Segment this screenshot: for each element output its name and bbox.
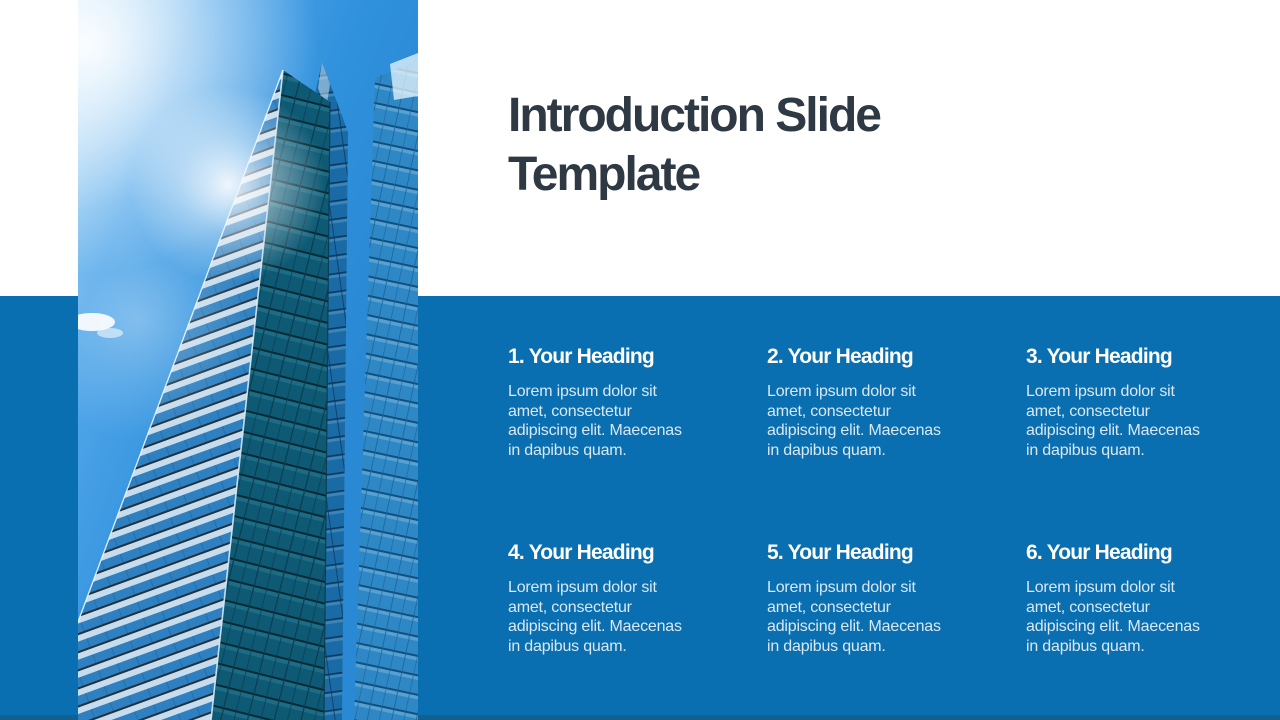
content-item-heading: 1. Your Heading bbox=[508, 345, 654, 368]
content-item-body: Lorem ipsum dolor sit amet, consectetur adipiscing elit. Maecenas in dapibus quam. bbox=[1026, 383, 1200, 459]
content-grid bbox=[508, 344, 1232, 656]
content-item-body: Lorem ipsum dolor sit amet, consectetur adipiscing elit. Maecenas in dapibus quam. bbox=[1026, 579, 1200, 655]
content-item-heading: 4. Your Heading bbox=[508, 541, 654, 564]
content-item-2 bbox=[767, 344, 973, 460]
content-item-1 bbox=[508, 344, 714, 460]
content-item-heading: 6. Your Heading bbox=[1026, 541, 1172, 564]
content-item-6 bbox=[1026, 540, 1232, 656]
skyscraper-illustration bbox=[78, 0, 418, 720]
content-item-3 bbox=[1026, 344, 1232, 460]
content-item-5 bbox=[767, 540, 973, 656]
content-item-body: Lorem ipsum dolor sit amet, consectetur adipiscing elit. Maecenas in dapibus quam. bbox=[508, 579, 682, 655]
skyscraper-photo bbox=[78, 0, 418, 720]
content-item-heading: 5. Your Heading bbox=[767, 541, 913, 564]
page-title: Introduction Slide Template bbox=[508, 89, 880, 201]
content-item-body: Lorem ipsum dolor sit amet, consectetur adipiscing elit. Maecenas in dapibus quam. bbox=[508, 383, 682, 459]
content-item-heading: 2. Your Heading bbox=[767, 345, 913, 368]
content-item-body: Lorem ipsum dolor sit amet, consectetur adipiscing elit. Maecenas in dapibus quam. bbox=[767, 579, 941, 655]
content-item-heading: 3. Your Heading bbox=[1026, 345, 1172, 368]
content-item-body: Lorem ipsum dolor sit amet, consectetur adipiscing elit. Maecenas in dapibus quam. bbox=[767, 383, 941, 459]
content-item-4 bbox=[508, 540, 714, 656]
